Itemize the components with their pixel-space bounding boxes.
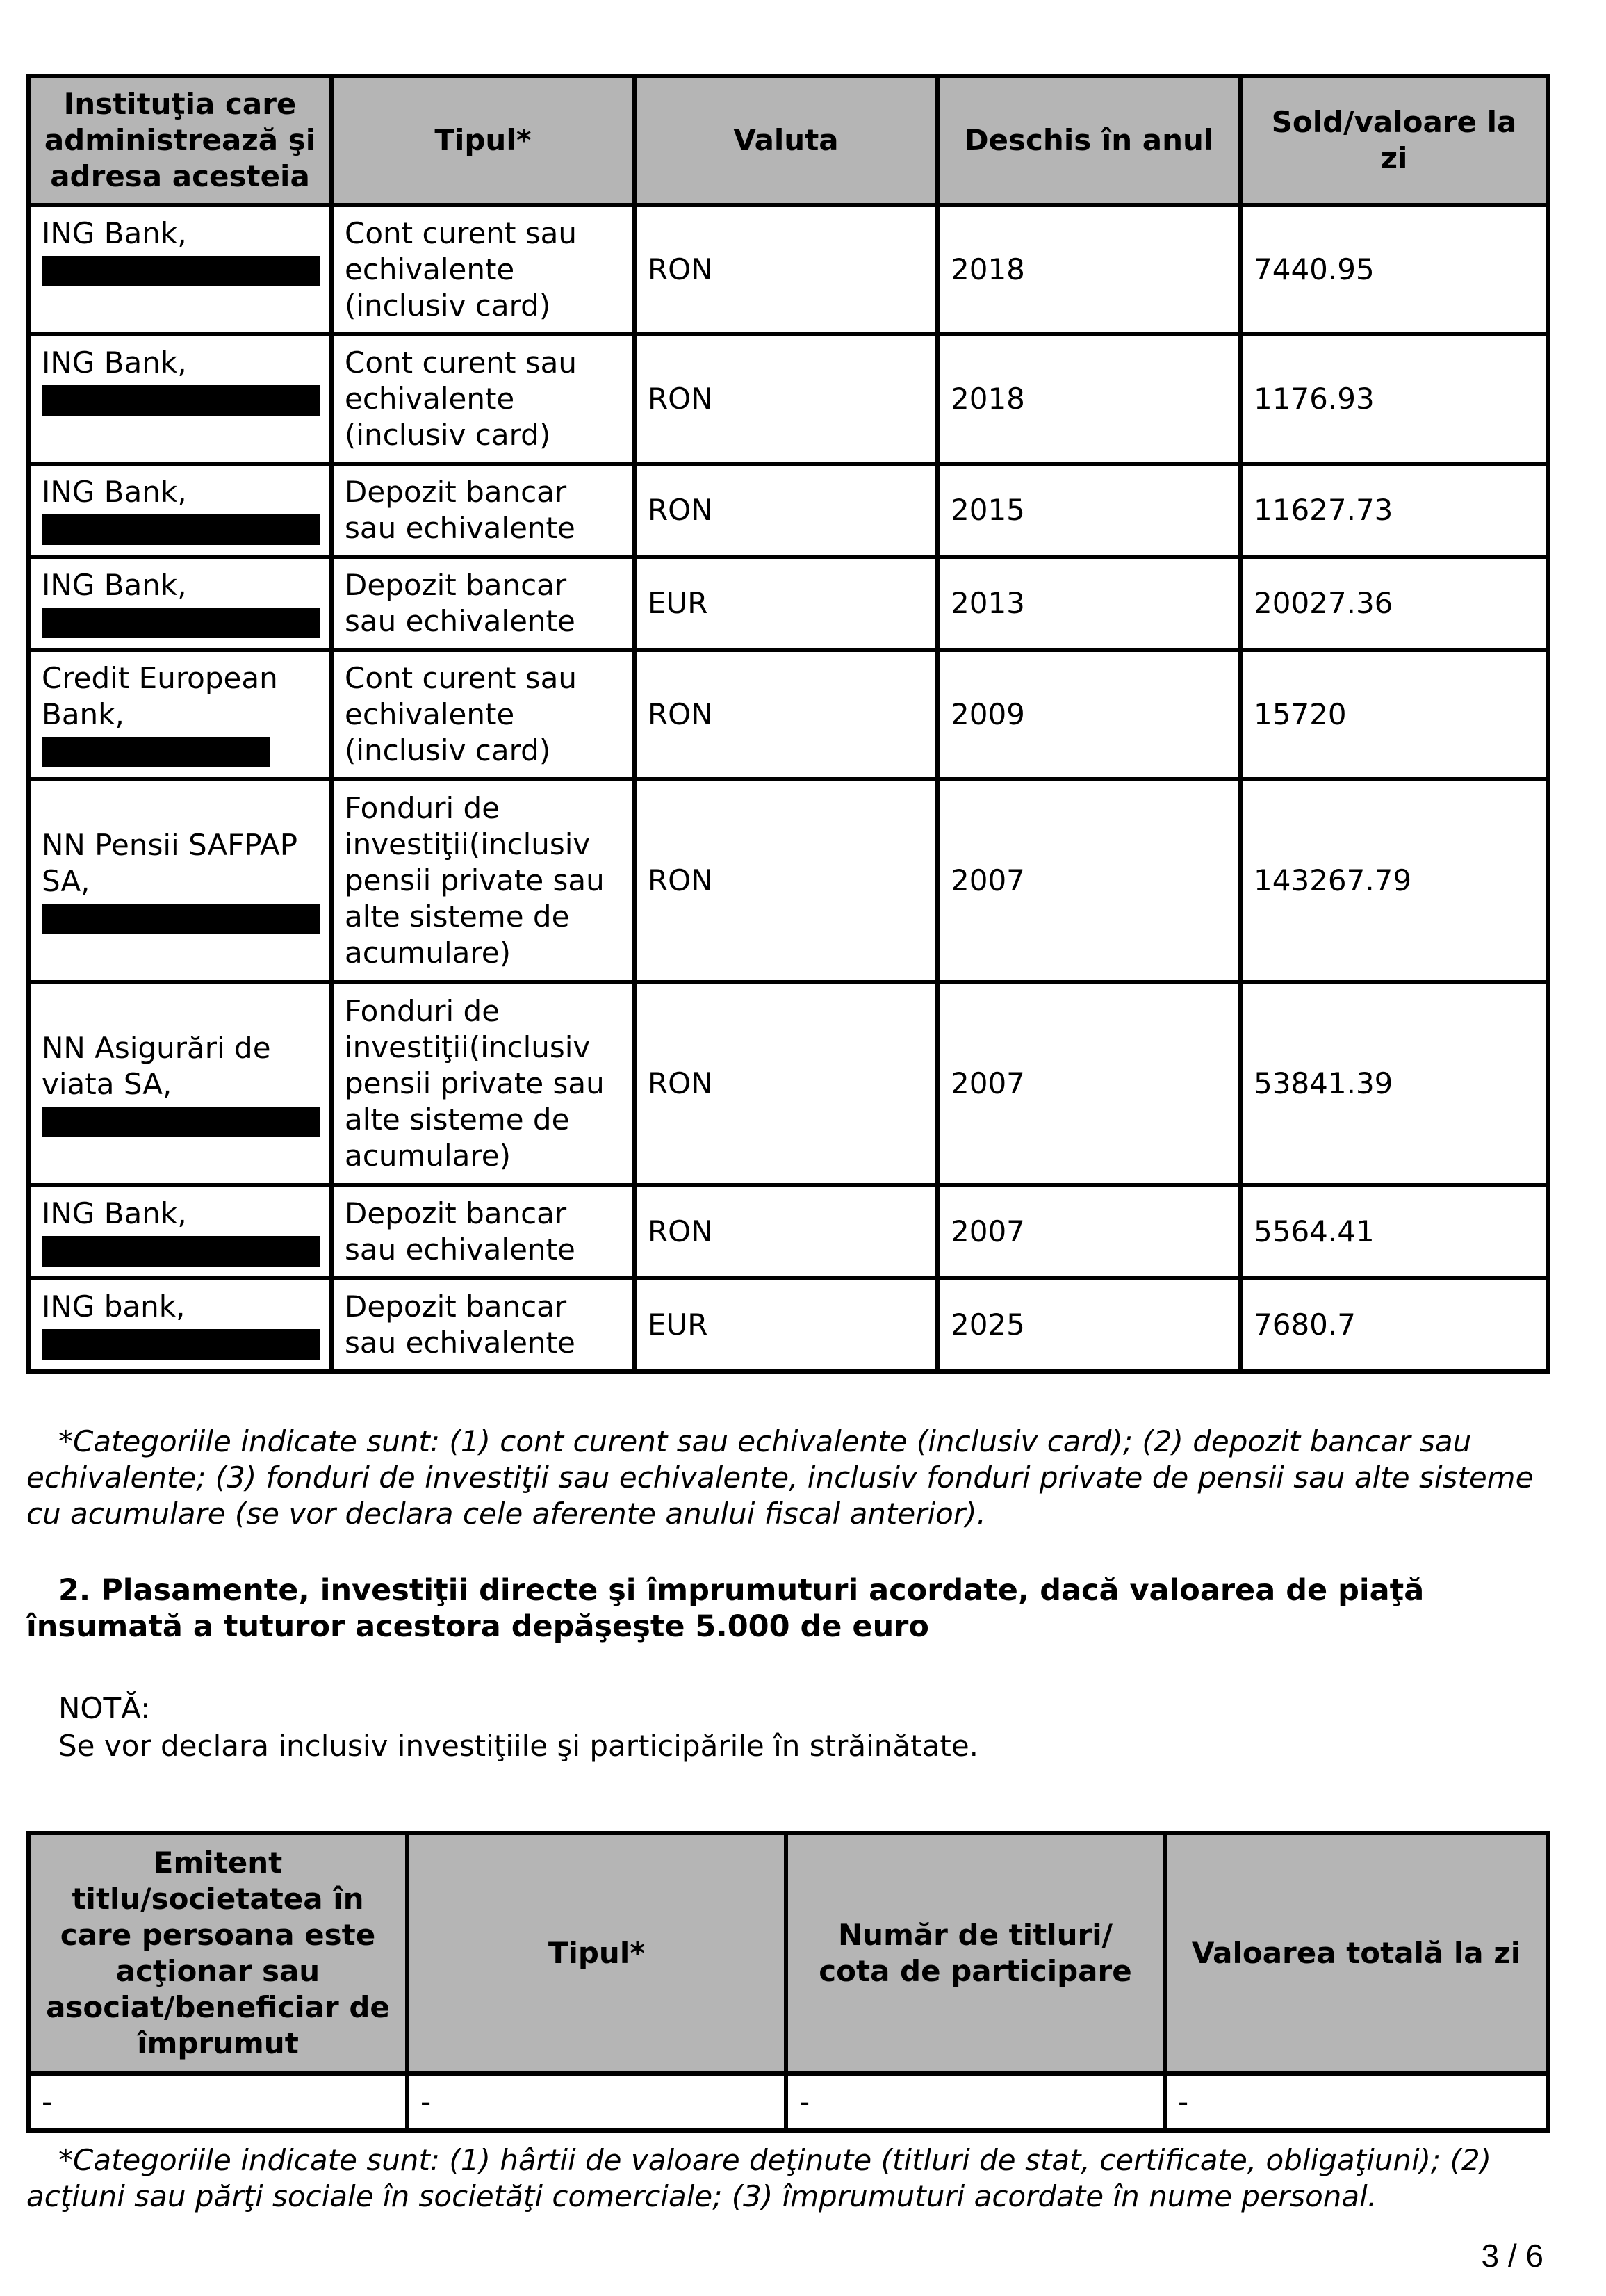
year-cell: 2007 [937, 982, 1240, 1185]
table-row [28, 1278, 1548, 1371]
institution-cell [28, 982, 331, 1185]
currency-cell: EUR [634, 1278, 937, 1371]
balance-cell: 7680.7 [1240, 1278, 1548, 1371]
categories-footnote-2: *Categoriile indicate sunt: (1) hârtii de valoare deţinute (titluri de stat, certificate, obligaţiuni); (2) acţiuni sau părţi sociale în societăţi comerciale; (3) împrumuturi acordate în nume personal. [26, 2143, 1492, 2213]
redacted-address [42, 385, 320, 416]
year-cell: 2018 [937, 205, 1240, 334]
type-cell: Depozit bancar sau echivalente [331, 1185, 634, 1278]
note-text: Se vor declara inclusiv investiţiile şi participările în străinătate. [58, 1729, 979, 1763]
type-cell: Cont curent sau echivalente (inclusiv card) [331, 334, 634, 464]
table-row [28, 650, 1548, 779]
year-cell: 2015 [937, 464, 1240, 557]
redacted-address [42, 737, 270, 767]
balance-cell: 143267.79 [1240, 779, 1548, 982]
institution-cell [28, 1185, 331, 1278]
header-opened-year: Deschis în anul [937, 76, 1240, 205]
institution-name: NN Pensii SAFPAP SA, [42, 828, 298, 898]
redacted-address [42, 1107, 320, 1137]
table-row [28, 557, 1548, 650]
institution-name: ING Bank, [42, 475, 187, 509]
year-cell: 2007 [937, 779, 1240, 982]
type-cell: Fonduri de investiţii(inclusiv pensii private sau alte sisteme de acumulare) [331, 982, 634, 1185]
redacted-address [42, 256, 320, 286]
balance-cell: 11627.73 [1240, 464, 1548, 557]
count-cell: - [786, 2074, 1165, 2131]
header-issuer: Emitent titlu/societatea în care persoana este acţionar sau asociat/beneficiar de împrumut [28, 1833, 407, 2074]
table-row [28, 2074, 1548, 2131]
redacted-address [42, 904, 320, 934]
type-cell: - [407, 2074, 786, 2131]
institution-name: ING Bank, [42, 1196, 187, 1230]
table-row [28, 205, 1548, 334]
balance-cell: 1176.93 [1240, 334, 1548, 464]
year-cell: 2009 [937, 650, 1240, 779]
institution-name: ING Bank, [42, 345, 187, 380]
redacted-address [42, 608, 320, 638]
header-balance: Sold/valoare la zi [1240, 76, 1548, 205]
note-label: NOTĂ: [58, 1691, 151, 1725]
redacted-address [42, 514, 320, 545]
institution-name: Credit European Bank, [42, 661, 278, 731]
year-cell: 2007 [937, 1185, 1240, 1278]
institution-cell [28, 557, 331, 650]
currency-cell: RON [634, 334, 937, 464]
page-number: 3 / 6 [1481, 2238, 1543, 2274]
type-cell: Cont curent sau echivalente (inclusiv card) [331, 205, 634, 334]
table-header-row [28, 1833, 1548, 2074]
currency-cell: RON [634, 982, 937, 1185]
issuer-cell: - [28, 2074, 407, 2131]
balance-cell: 20027.36 [1240, 557, 1548, 650]
table-row [28, 464, 1548, 557]
balance-cell: 7440.95 [1240, 205, 1548, 334]
type-cell: Cont curent sau echivalente (inclusiv card) [331, 650, 634, 779]
balance-cell: 53841.39 [1240, 982, 1548, 1185]
institution-name: ING Bank, [42, 568, 187, 602]
institution-cell [28, 464, 331, 557]
table-row [28, 1185, 1548, 1278]
type-cell: Depozit bancar sau echivalente [331, 557, 634, 650]
institution-name: ING bank, [42, 1289, 186, 1324]
institution-name: NN Asigurări de viata SA, [42, 1031, 271, 1101]
institution-cell [28, 334, 331, 464]
redacted-address [42, 1236, 320, 1267]
type-cell: Depozit bancar sau echivalente [331, 464, 634, 557]
bank-accounts-table [26, 74, 1550, 1374]
institution-cell [28, 650, 331, 779]
currency-cell: RON [634, 650, 937, 779]
header-title-count: Număr de titluri/ cota de participare [786, 1833, 1165, 2074]
institution-cell [28, 779, 331, 982]
balance-cell: 5564.41 [1240, 1185, 1548, 1278]
header-type: Tipul* [407, 1833, 786, 2074]
type-cell: Depozit bancar sau echivalente [331, 1278, 634, 1371]
currency-cell: RON [634, 205, 937, 334]
institution-cell [28, 1278, 331, 1371]
section-2-title: 2. Plasamente, investiţii directe şi împrumuturi acordate, dacă valoarea de piaţă însumată a tuturor acestora depăşeşte 5.000 de euro [26, 1573, 1425, 1644]
currency-cell: RON [634, 464, 937, 557]
currency-cell: RON [634, 1185, 937, 1278]
year-cell: 2025 [937, 1278, 1240, 1371]
table-row [28, 779, 1548, 982]
currency-cell: EUR [634, 557, 937, 650]
balance-cell: 15720 [1240, 650, 1548, 779]
table-header-row [28, 76, 1548, 205]
institution-cell [28, 205, 331, 334]
table-row [28, 982, 1548, 1185]
header-institution: Instituţia care administrează şi adresa acesteia [28, 76, 331, 205]
type-cell: Fonduri de investiţii(inclusiv pensii private sau alte sisteme de acumulare) [331, 779, 634, 982]
categories-footnote-1: *Categoriile indicate sunt: (1) cont curent sau echivalente (inclusiv card); (2) depozit bancar sau echivalente; (3) fonduri de investiţii sau echivalente, inclusiv fonduri private de pensii sau alte sisteme cu acumulare (se vor declara cele aferente anului fiscal anterior). [26, 1424, 1534, 1531]
year-cell: 2018 [937, 334, 1240, 464]
year-cell: 2013 [937, 557, 1240, 650]
table-row [28, 334, 1548, 464]
redacted-address [42, 1329, 320, 1360]
header-type: Tipul* [331, 76, 634, 205]
value-cell: - [1165, 2074, 1548, 2131]
institution-name: ING Bank, [42, 216, 187, 250]
header-total-value: Valoarea totală la zi [1165, 1833, 1548, 2074]
header-currency: Valuta [634, 76, 937, 205]
currency-cell: RON [634, 779, 937, 982]
investments-table [26, 1831, 1550, 2133]
